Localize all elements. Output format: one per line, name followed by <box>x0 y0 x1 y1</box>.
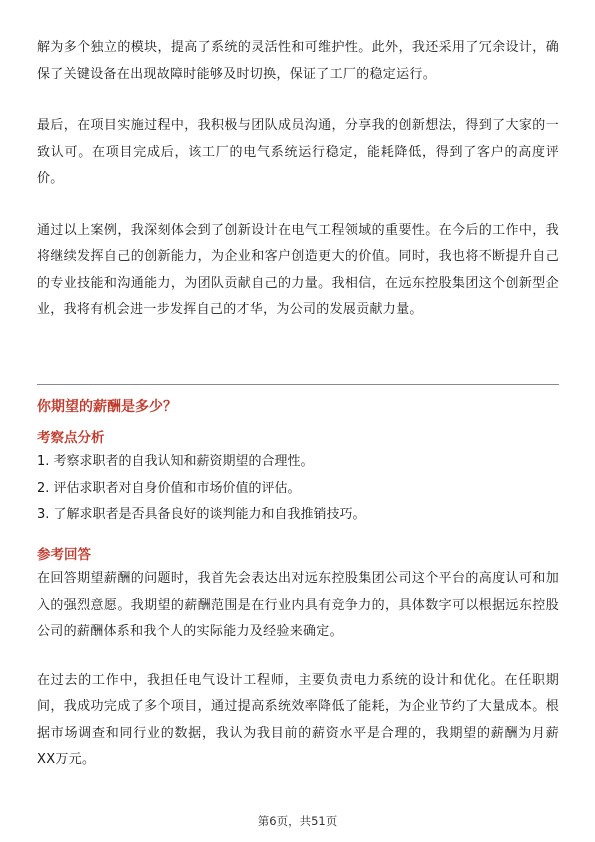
analysis-section <box>37 427 559 529</box>
analysis-item: 2. 评估求职者对自身价值和市场价值的评估。 <box>37 480 301 496</box>
paragraph-continuation: 解为多个独立的模块，提高了系统的灵活性和可维护性。此外，我还采用了冗余设计，确保了关键设备在出现故障时能够及时切换，保证了工厂的稳定运行。 <box>37 40 559 82</box>
analysis-item: 3. 了解求职者是否具备良好的谈判能力和自我推销技巧。 <box>37 507 366 522</box>
analysis-item: 1. 考察求职者的自我认知和薪资期望的合理性。 <box>37 454 314 469</box>
top-text-block <box>37 35 559 324</box>
answer-heading: 参考回答 <box>37 547 91 563</box>
paragraph-communication: 最后，在项目实施过程中，我积极与团队成员沟通，分享我的创新想法，得到了大家的一致认可。在项目完成后，该工厂的电气系统运行稳定，能耗降低，得到了客户的高度评价。 <box>37 118 559 186</box>
section-divider <box>37 384 559 385</box>
answer-paragraph: 在过去的工作中，我担任电气设计工程师，主要负责电力系统的设计和优化。在任职期间，我成功完成了多个项目，通过提高系统效率降低了能耗，为企业节约了大量成本。根据市场调查和同行业的数据，我认为我目前的薪资水平是合理的，我期望的薪酬为月薪XX万元。 <box>37 672 559 767</box>
analysis-heading: 考察点分析 <box>37 430 105 446</box>
answer-paragraph: 在回答期望薪酬的问题时，我首先会表达出对远东控股集团公司这个平台的高度认可和加入的强烈意愿。我期望的薪酬范围是在行业内具有竞争力的，具体数字可以根据远东控股公司的薪酬体系和我个人的实际能力及经验来确定。 <box>37 571 559 639</box>
answer-section <box>37 544 559 774</box>
paragraph-conclusion: 通过以上案例，我深刻体会到了创新设计在电气工程领域的重要性。在今后的工作中，我将继续发挥自己的创新能力，为企业和客户创造更大的价值。同时，我也将不断提升自己的专业技能和沟通能力，为团队贡献自己的力量。我相信，在远东控股集团这个创新型企业，我将有机会进一步发挥自己的才华，为公司的发展贡献力量。 <box>37 222 559 317</box>
page-number: 第6页，共51页 <box>257 814 338 828</box>
question-title: 你期望的薪酬是多少？ <box>37 399 177 415</box>
